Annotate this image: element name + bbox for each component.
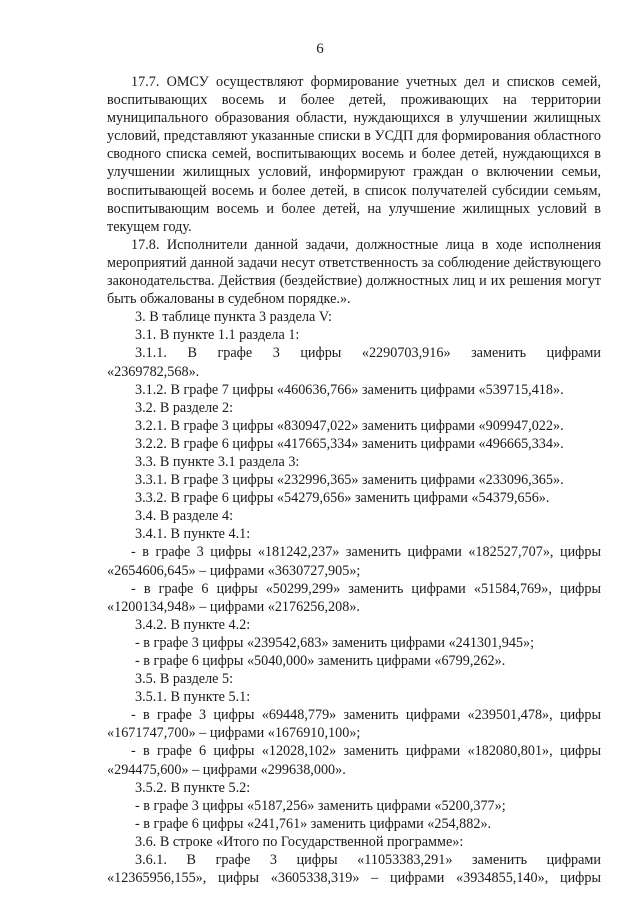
- item-3-5-1-col3: - в графе 3 цифры «69448,779» заменить цифрами «239501,478», цифры «1671747,700» – цифрами «1676910,100»;: [107, 707, 601, 742]
- item-3: 3. В таблице пункта 3 раздела V:: [135, 309, 332, 326]
- item-3-1: 3.1. В пункте 1.1 раздела 1:: [135, 327, 300, 344]
- page-number: 6: [316, 41, 324, 57]
- item-3-3-2: 3.3.2. В графе 6 цифры «54279,656» заменить цифрами «54379,656».: [135, 490, 550, 507]
- item-3-1-1: 3.1.1. В графе 3 цифры «2290703,916» заменить цифрами: [135, 345, 601, 362]
- paragraph-17-7: 17.7. ОМСУ осуществляют формирование учетных дел и списков семей, воспитывающих восемь и более детей, проживающих на территории муниципального образования области, нуждающихся в улучшении жилищных условий, представляют указанные списки в УСДП для формирования областного сводного списка семей, воспитывающих восемь и более детей, нуждающихся в улучшении жилищных условий, информируют граждан о включении семьи, воспитывающей восемь и более детей, в список получателей субсидии семьям, воспитывающим восемь и более детей, на улучшение жилищных условий в текущем году.: [107, 74, 601, 235]
- item-3-4-1: 3.4.1. В пункте 4.1:: [135, 526, 251, 543]
- item-3-4-2-col6: - в графе 6 цифры «5040,000» заменить цифрами «6799,262».: [135, 653, 506, 669]
- item-3-4-2-col3: - в графе 3 цифры «239542,683» заменить цифрами «241301,945»;: [135, 634, 535, 651]
- document-body: [107, 73, 601, 887]
- item-3-4-2: 3.4.2. В пункте 4.2:: [135, 616, 251, 633]
- item-3-5-2-col3: - в графе 3 цифры «5187,256» заменить цифрами «5200,377»;: [135, 797, 506, 814]
- item-3-6-1-cont: «12365956,155», цифры «3605338,319» – цифрами «3934855,140», цифры: [107, 870, 601, 887]
- item-3-6-1: 3.6.1. В графе 3 цифры «11053383,291» заменить цифрами: [135, 852, 601, 869]
- item-3-4: 3.4. В разделе 4:: [135, 508, 234, 525]
- item-3-5-1-col6: - в графе 6 цифры «12028,102» заменить цифрами «182080,801», цифры «294475,600» – цифрами «299638,000».: [107, 743, 601, 778]
- item-3-4-1-col6: - в графе 6 цифры «50299,299» заменить цифрами «51584,769», цифры «1200134,948» – цифрами «2176256,208».: [107, 580, 601, 615]
- item-3-1-1-cont: «2369782,568».: [107, 363, 200, 380]
- item-3-2-2: 3.2.2. В графе 6 цифры «417665,334» заменить цифрами «496665,334».: [135, 435, 564, 452]
- paragraph-17-8: 17.8. Исполнители данной задачи, должностные лица в ходе исполнения мероприятий данной задачи несут ответственность за соблюдение действующего законодательства. Действия (бездействие) должностных лиц и их решения могут быть обжалованы в судебном порядке.».: [107, 236, 601, 308]
- item-3-2: 3.2. В разделе 2:: [135, 399, 234, 416]
- item-3-5-2-col6: - в графе 6 цифры «241,761» заменить цифрами «254,882».: [135, 815, 492, 832]
- item-3-5-1: 3.5.1. В пункте 5.1:: [135, 689, 251, 706]
- item-3-2-1: 3.2.1. В графе 3 цифры «830947,022» заменить цифрами «909947,022».: [135, 417, 564, 434]
- item-3-5: 3.5. В разделе 5:: [135, 671, 234, 688]
- item-3-5-2: 3.5.2. В пункте 5.2:: [135, 779, 251, 796]
- item-3-4-1-col3: - в графе 3 цифры «181242,237» заменить цифрами «182527,707», цифры «2654606,645» – цифрами «3630727,905»;: [107, 544, 601, 579]
- item-3-3: 3.3. В пункте 3.1 раздела 3:: [135, 453, 300, 470]
- item-3-6: 3.6. В строке «Итого по Государственной программе»:: [135, 833, 464, 850]
- item-3-1-2: 3.1.2. В графе 7 цифры «460636,766» заменить цифрами «539715,418».: [135, 381, 564, 398]
- item-3-3-1: 3.3.1. В графе 3 цифры «232996,365» заменить цифрами «233096,365».: [135, 472, 564, 489]
